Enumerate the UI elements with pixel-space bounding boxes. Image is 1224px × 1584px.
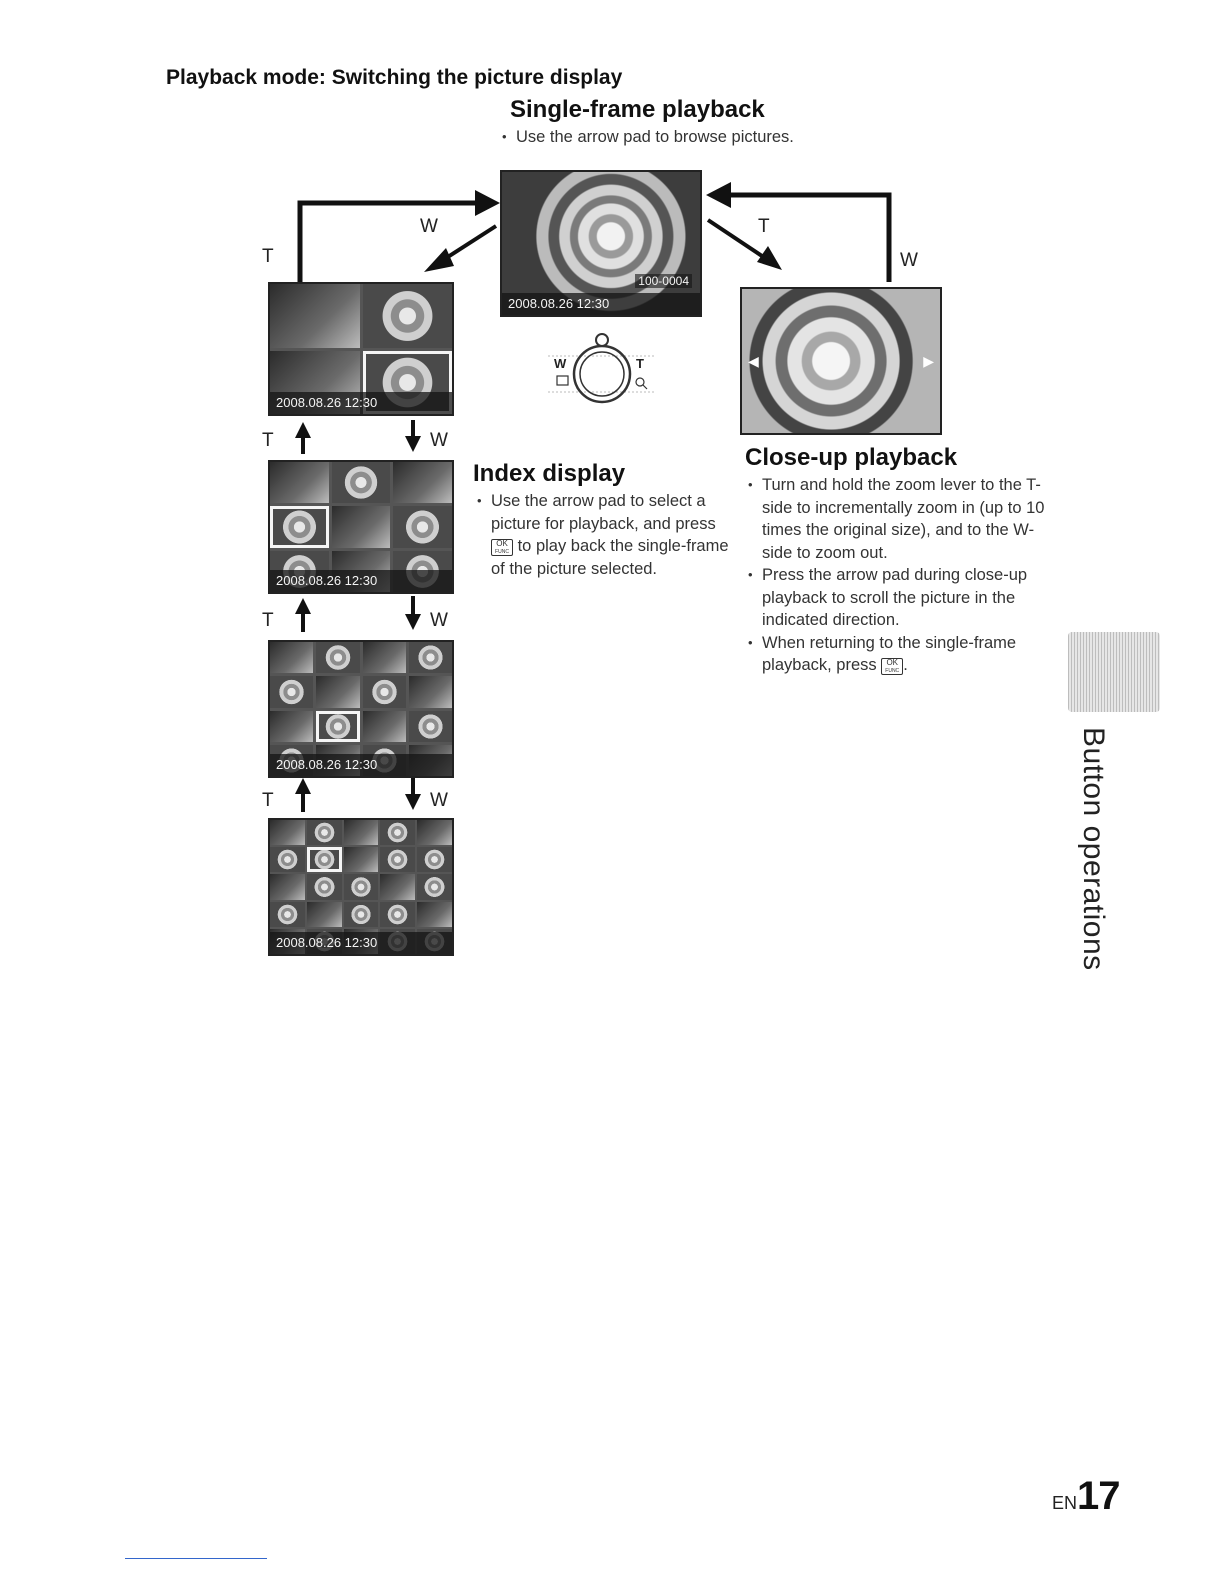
zoom-lever-icon xyxy=(548,330,658,405)
index-arrows-2 xyxy=(295,596,421,632)
label-t: T xyxy=(262,246,274,267)
label-w: W xyxy=(430,610,448,631)
index-display-bullets xyxy=(475,490,737,580)
label-w: W xyxy=(430,790,448,811)
status-bar: 2008.08.26 12:30 xyxy=(502,293,700,315)
closeup-photo-image xyxy=(742,289,940,433)
single-frame-screen xyxy=(500,170,702,317)
index-screen-25 xyxy=(268,818,454,956)
status-bar: 2008.08.26 12:30 xyxy=(270,570,452,592)
page-num: 17 xyxy=(1077,1474,1120,1518)
label-w: W xyxy=(430,430,448,451)
page-prefix: EN xyxy=(1052,1493,1078,1513)
svg-text:W: W xyxy=(554,356,567,371)
arrow-head-down-left-icon xyxy=(424,248,454,272)
closeup-bullets xyxy=(746,474,1046,677)
file-number: 100-0004 xyxy=(635,274,692,288)
arrow-head-left-icon xyxy=(706,182,731,208)
side-tab-marker xyxy=(1068,632,1160,712)
index-display-heading: Index display xyxy=(473,460,626,487)
arrow-head-right-icon xyxy=(475,190,500,216)
single-frame-bullet: • Use the arrow pad to browse pictures. xyxy=(500,126,920,149)
closeup-screen xyxy=(740,287,942,435)
ok-func-icon: OK FUNC xyxy=(491,539,513,556)
status-bar: 2008.08.26 12:30 xyxy=(270,392,452,414)
page-number xyxy=(1052,1474,1120,1519)
closeup-heading: Close-up playback xyxy=(745,444,958,471)
section-title: Playback mode: Switching the picture display xyxy=(166,66,623,89)
label-t: T xyxy=(262,430,274,451)
label-t: T xyxy=(262,790,274,811)
arrow-to-single-left xyxy=(300,203,478,282)
single-frame-heading: Single-frame playback xyxy=(510,96,765,123)
closeup-bullet: • Turn and hold the zoom lever to the T-side to incrementally zoom in (up to 10 times the original size), and to the W-side to zoom out. xyxy=(746,474,1046,564)
index-screen-16 xyxy=(268,640,454,778)
side-tab-label: Button operations xyxy=(1077,727,1110,971)
closeup-bullet: • Press the arrow pad during close-up playback to scroll the picture in the indicated direction. xyxy=(746,564,1046,632)
scroll-left-icon: ◀ xyxy=(748,353,759,369)
label-w: W xyxy=(420,216,438,237)
scroll-right-icon: ▶ xyxy=(923,353,934,369)
label-w: W xyxy=(900,250,918,271)
footer-rule xyxy=(125,1558,267,1559)
label-t: T xyxy=(262,610,274,631)
arrow-to-closeup xyxy=(708,220,765,258)
arrow-to-single-right xyxy=(728,195,889,282)
svg-text:T: T xyxy=(636,356,644,371)
status-bar: 2008.08.26 12:30 xyxy=(270,754,452,776)
ok-func-icon: OK FUNC xyxy=(881,658,903,675)
label-t: T xyxy=(758,216,770,237)
index-arrows-1 xyxy=(295,420,421,454)
arrow-head-down-right-icon xyxy=(757,246,782,270)
index-screen-9 xyxy=(268,460,454,594)
index-screen-4 xyxy=(268,282,454,416)
closeup-bullet: • When returning to the single-frame playback, press OK FUNC . xyxy=(746,632,1046,677)
status-bar: 2008.08.26 12:30 xyxy=(270,932,452,954)
index-arrows-3 xyxy=(295,776,421,812)
index-display-bullet: • Use the arrow pad to select a picture for playback, and press OK FUNC to play back the single-frame of the picture selected. xyxy=(475,490,737,580)
